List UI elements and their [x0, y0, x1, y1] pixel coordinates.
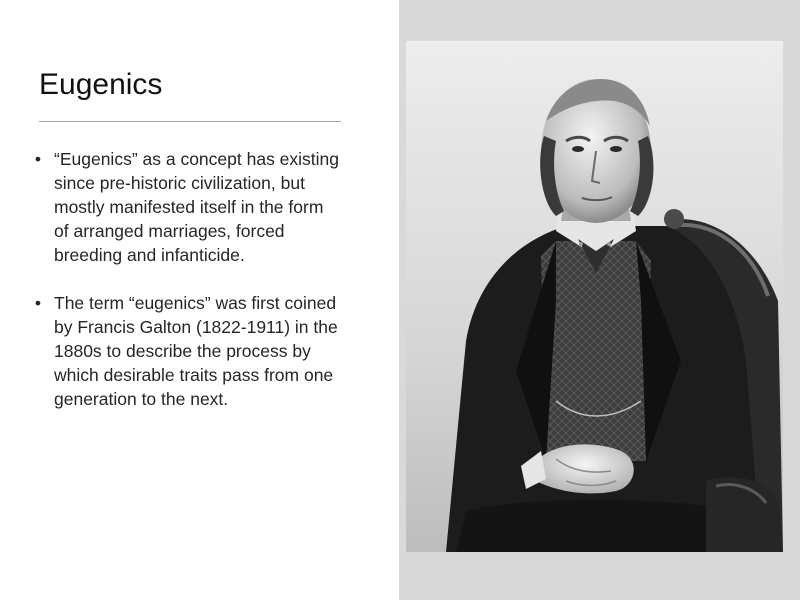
bullet-text: “Eugenics” as a concept has existing since pre-historic civilization, but mostly manifested itself in the form of arranged marriages, forced breeding and infanticide.	[54, 149, 340, 265]
bullet-text: The term “eugenics” was first coined by Francis Galton (1822-1911) in the 1880s to describe the process by which desirable traits pass from one generation to the next.	[54, 293, 338, 409]
bullet-item	[30, 291, 340, 411]
title-divider	[39, 121, 341, 122]
slide-title: Eugenics	[39, 68, 163, 101]
portrait-illustration	[406, 41, 783, 552]
bullet-list	[30, 147, 340, 435]
bullet-item	[30, 147, 340, 267]
bullet-icon: •	[34, 293, 42, 313]
portrait-photo	[406, 41, 783, 552]
bullet-icon: •	[34, 149, 42, 169]
